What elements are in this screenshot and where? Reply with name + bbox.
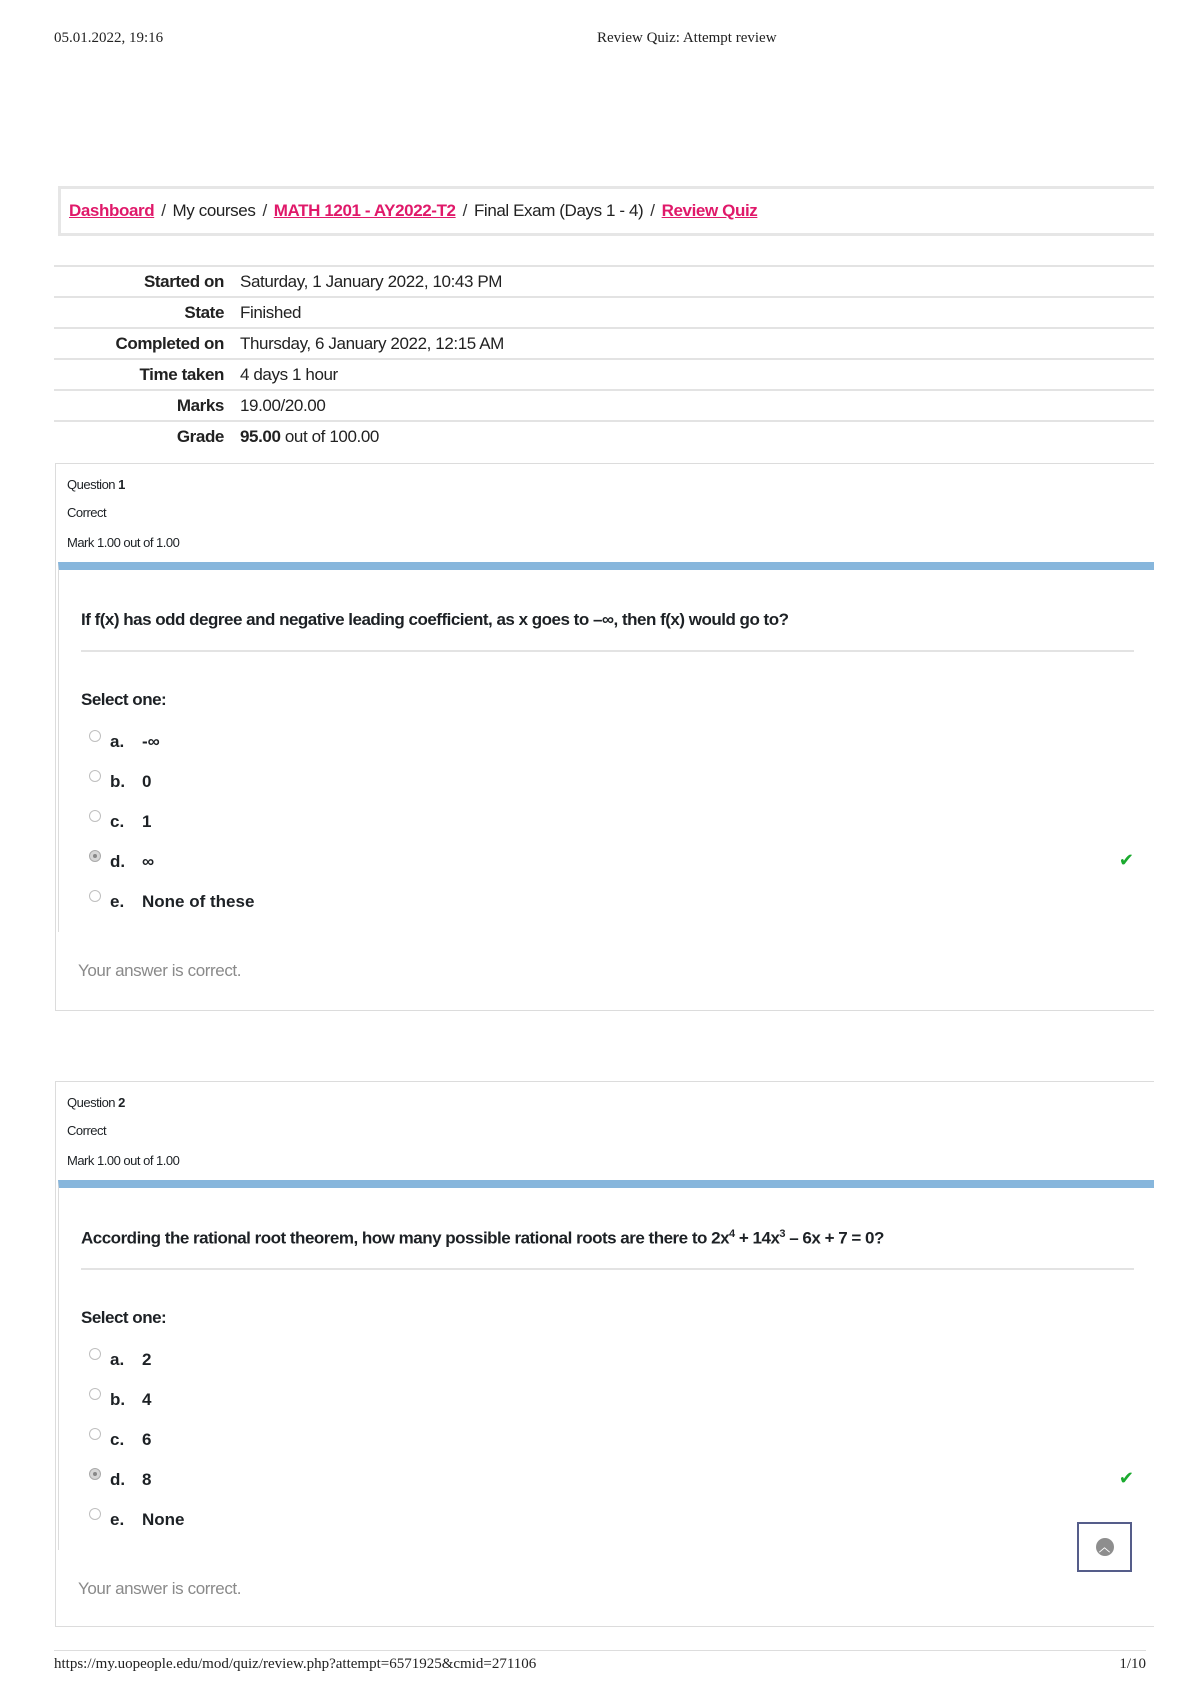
answer-list xyxy=(89,1340,1134,1540)
summary-label: State xyxy=(184,302,224,322)
answer-option-e[interactable] xyxy=(89,882,1134,922)
grade-out-of: out of 100.00 xyxy=(284,426,379,446)
answer-letter: b. xyxy=(110,772,126,791)
feedback: Your answer is correct. xyxy=(78,961,242,980)
question-formulation xyxy=(58,562,1154,932)
breadcrumb-separator: / xyxy=(262,201,267,220)
answer-letter: c. xyxy=(110,1430,125,1449)
summary-label: Time taken xyxy=(139,364,224,384)
chevron-up-icon: ︿ xyxy=(1096,1538,1114,1556)
breadcrumb xyxy=(58,186,1154,236)
question-number-value: 2 xyxy=(118,1095,125,1110)
question-status: Correct xyxy=(67,505,107,520)
breadcrumb-dashboard[interactable]: Dashboard xyxy=(69,201,155,220)
radio-button[interactable] xyxy=(89,1348,101,1360)
answer-letter: a. xyxy=(110,732,125,751)
question-text xyxy=(81,1228,884,1249)
answer-text: 1 xyxy=(142,812,152,831)
answer-text: 0 xyxy=(142,772,152,791)
question-label: Question xyxy=(67,477,116,492)
print-footer xyxy=(54,1656,1146,1678)
radio-button-selected[interactable] xyxy=(89,1468,101,1480)
answer-text: None of these xyxy=(142,892,255,911)
radio-button[interactable] xyxy=(89,810,101,822)
breadcrumb-separator: / xyxy=(161,201,166,220)
question-text-part: According the rational root theorem, how many possible rational roots are there to 2x xyxy=(81,1228,730,1248)
breadcrumb-my-courses: My courses xyxy=(172,201,256,220)
radio-button[interactable] xyxy=(89,770,101,782)
breadcrumb-course[interactable]: MATH 1201 - AY2022-T2 xyxy=(273,201,456,220)
answer-option-d[interactable] xyxy=(89,1460,1134,1500)
divider xyxy=(81,650,1134,652)
answer-text: 2 xyxy=(142,1350,152,1369)
answer-option-b[interactable] xyxy=(89,1380,1134,1420)
answer-option-c[interactable] xyxy=(89,802,1134,842)
check-icon: ✔ xyxy=(1118,1468,1134,1488)
select-one-label: Select one: xyxy=(81,690,167,709)
back-to-top-button[interactable] xyxy=(1077,1522,1132,1572)
summary-value xyxy=(240,421,1154,451)
question-formulation xyxy=(58,1180,1154,1550)
radio-button[interactable] xyxy=(89,1508,101,1520)
question-mark: Mark 1.00 out of 1.00 xyxy=(67,535,180,550)
print-page-number: 1/10 xyxy=(1119,1656,1146,1672)
breadcrumb-final-exam: Final Exam (Days 1 - 4) xyxy=(473,201,644,220)
answer-option-a[interactable] xyxy=(89,1340,1134,1380)
print-url: https://my.uopeople.edu/mod/quiz/review.php?attempt=6571925&cmid=271106 xyxy=(54,1656,537,1672)
question-info xyxy=(56,464,1154,562)
question-info xyxy=(56,1082,1154,1180)
summary-label: Marks xyxy=(176,395,224,415)
exponent: 4 xyxy=(729,1228,735,1240)
answer-option-b[interactable] xyxy=(89,762,1134,802)
divider xyxy=(81,1268,1134,1270)
question-mark: Mark 1.00 out of 1.00 xyxy=(67,1153,180,1168)
radio-button[interactable] xyxy=(89,730,101,742)
answer-letter: c. xyxy=(110,812,125,831)
question-1 xyxy=(55,463,1154,1011)
answer-letter: a. xyxy=(110,1350,125,1369)
question-text-part: – 6x + 7 = 0? xyxy=(785,1228,884,1248)
summary-value: 19.00/20.00 xyxy=(240,395,326,415)
question-label: Question xyxy=(67,1095,116,1110)
summary-label: Grade xyxy=(176,426,224,446)
summary-value: Saturday, 1 January 2022, 10:43 PM xyxy=(240,271,503,291)
answer-letter: d. xyxy=(110,852,126,871)
radio-button[interactable] xyxy=(89,890,101,902)
question-text-part: + 14x xyxy=(734,1228,780,1248)
breadcrumb-separator: / xyxy=(462,201,467,220)
answer-text: -∞ xyxy=(142,732,160,751)
answer-letter: e. xyxy=(110,892,125,911)
question-number xyxy=(67,1092,1143,1114)
print-datetime: 05.01.2022, 19:16 xyxy=(54,30,164,46)
answer-option-d[interactable] xyxy=(89,842,1134,882)
answer-option-a[interactable] xyxy=(89,722,1134,762)
summary-value: Thursday, 6 January 2022, 12:15 AM xyxy=(240,333,504,353)
attempt-summary-table xyxy=(54,265,1154,451)
grade-value: 95.00 xyxy=(240,426,281,446)
answer-letter: d. xyxy=(110,1470,126,1489)
answer-list xyxy=(89,722,1134,922)
summary-row-state xyxy=(54,297,1154,328)
answer-letter: b. xyxy=(110,1390,126,1409)
select-one-label: Select one: xyxy=(81,1308,167,1327)
question-number xyxy=(67,474,1143,496)
summary-row-marks xyxy=(54,390,1154,421)
radio-button[interactable] xyxy=(89,1428,101,1440)
summary-row-time-taken xyxy=(54,359,1154,390)
summary-row-started xyxy=(54,266,1154,297)
question-text: If f(x) has odd degree and negative leading coefficient, as x goes to –∞, then f(x) would go to? xyxy=(81,610,789,629)
check-icon: ✔ xyxy=(1118,850,1134,870)
radio-button[interactable] xyxy=(89,1388,101,1400)
question-status: Correct xyxy=(67,1123,107,1138)
answer-text: None xyxy=(142,1510,185,1529)
question-number-value: 1 xyxy=(118,477,125,492)
answer-text: ∞ xyxy=(142,852,155,871)
print-doc-title: Review Quiz: Attempt review xyxy=(597,30,777,46)
answer-text: 6 xyxy=(142,1430,152,1449)
answer-text: 8 xyxy=(142,1470,152,1489)
radio-button-selected[interactable] xyxy=(89,850,101,862)
answer-option-e[interactable] xyxy=(89,1500,1134,1540)
breadcrumb-separator: / xyxy=(650,201,655,220)
divider xyxy=(54,1650,1146,1651)
summary-label: Completed on xyxy=(115,333,224,353)
answer-letter: e. xyxy=(110,1510,125,1529)
question-2 xyxy=(55,1081,1154,1627)
summary-row-grade xyxy=(54,421,1154,451)
summary-value: Finished xyxy=(240,302,302,322)
exponent: 3 xyxy=(779,1228,786,1240)
print-header xyxy=(54,30,1146,52)
breadcrumb-review-quiz[interactable]: Review Quiz xyxy=(661,201,758,220)
summary-row-completed xyxy=(54,328,1154,359)
summary-value: 4 days 1 hour xyxy=(240,364,338,384)
answer-option-c[interactable] xyxy=(89,1420,1134,1460)
summary-label: Started on xyxy=(143,271,224,291)
answer-text: 4 xyxy=(142,1390,152,1409)
feedback: Your answer is correct. xyxy=(78,1579,242,1598)
